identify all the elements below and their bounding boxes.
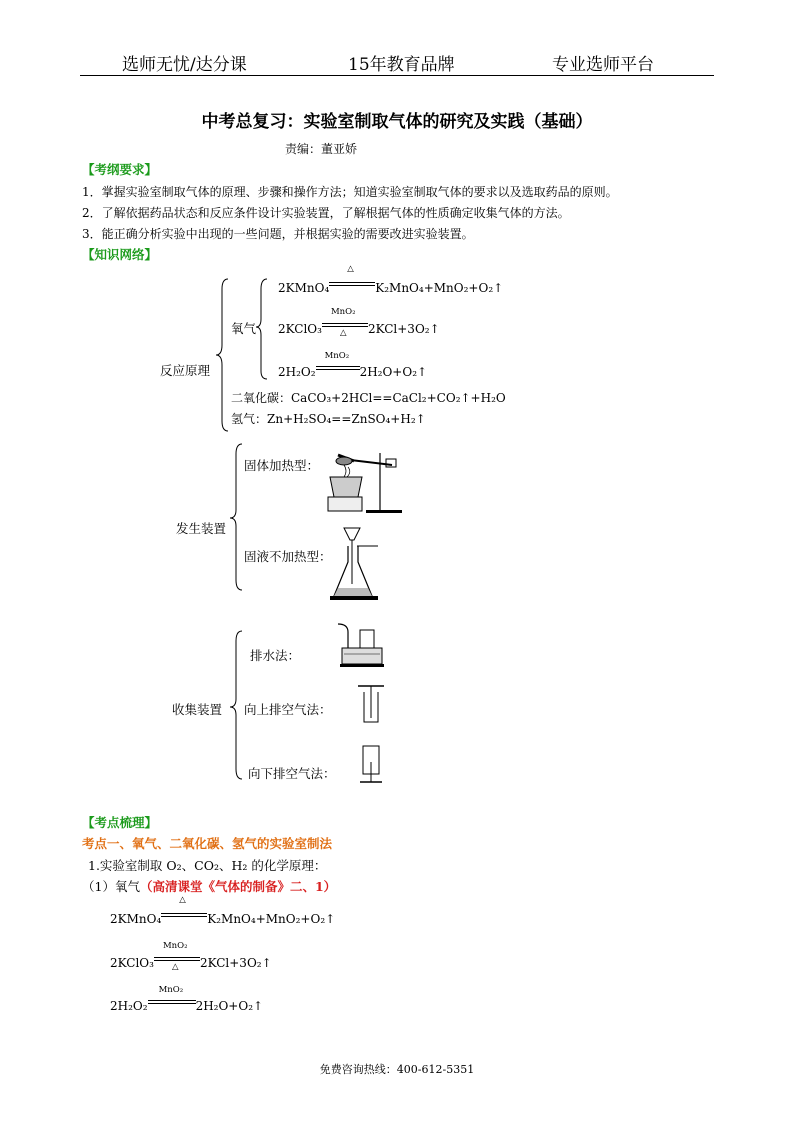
reaction-condition-heat: △ (339, 328, 347, 338)
h2-equation: 氢气：Zn+H₂SO₄==ZnSO₄+H₂↑ (231, 412, 426, 426)
eq-right: 2KCl+3O₂↑ (367, 322, 440, 336)
equation-kclo3 (110, 941, 272, 972)
point1-heading: 考点一、氧气、二氧化碳、氢气的实验室制法 (82, 836, 333, 851)
equation-h2o2 (110, 985, 264, 1013)
header-divider (80, 75, 714, 76)
equation-h2o2 (278, 351, 428, 379)
requirement-item: 2．了解依据药品状态和反应条件设计实验装置，了解根据气体的性质确定收集气体的方法。 (82, 206, 570, 220)
page-title: 中考总复习：实验室制取气体的研究及实践（基础） (201, 112, 593, 132)
header-brand-left: 选师无忧/达分课 (122, 55, 247, 75)
water-displacement-apparatus-icon (334, 622, 386, 670)
header-brand-right: 专业选师平台 (552, 55, 654, 75)
upward-air-apparatus-icon (356, 682, 386, 726)
solid-liquid-label: 固液不加热型： (244, 549, 332, 564)
water-method-label: 排水法： (250, 648, 301, 663)
conical-flask-apparatus-icon (330, 524, 382, 606)
equation-kmno4 (110, 895, 336, 926)
oxygen-brace (255, 275, 275, 385)
header-brand-center: 15年教育品牌 (348, 55, 455, 75)
eq-left: 2KClO₃ (110, 956, 154, 970)
eq-right: 2H₂O+O₂↑ (359, 365, 428, 379)
oxygen-label: 氧气 (231, 321, 257, 336)
reaction-condition-heat: △ (171, 962, 179, 972)
eq-left: 2KMnO₄ (278, 281, 330, 295)
solid-heating-label: 固体加热型： (244, 458, 320, 473)
network-heading: 【知识网络】 (82, 247, 158, 262)
requirement-item: 3．能正确分析实验中出现的一些问题，并根据实验的需要改进实验装置。 (82, 227, 474, 241)
eq-left: 2H₂O₂ (110, 999, 148, 1013)
equation-kclo3 (278, 307, 440, 338)
reaction-condition-heat: △ (179, 895, 186, 905)
oxygen-prefix: （1）氧气 (82, 879, 140, 894)
eq-right: K₂MnO₄+MnO₂+O₂↑ (207, 912, 336, 926)
eq-right: 2KCl+3O₂↑ (199, 956, 272, 970)
downward-air-label: 向下排空气法： (248, 766, 336, 781)
solid-heating-apparatus-icon (322, 447, 408, 515)
reaction-condition-catalyst: MnO₂ (158, 985, 184, 995)
downward-air-apparatus-icon (356, 742, 386, 786)
collector-label: 收集装置 (172, 702, 223, 717)
reaction-condition-catalyst: MnO₂ (330, 307, 356, 317)
eq-left: 2H₂O₂ (278, 365, 316, 379)
reaction-condition-heat: △ (347, 264, 354, 274)
eq-left: 2KClO₃ (278, 322, 322, 336)
subheading-principles: 1.实验室制取 O₂、CO₂、H₂ 的化学原理： (88, 858, 327, 873)
reaction-principle-label: 反应原理 (160, 363, 211, 378)
upward-air-label: 向上排空气法： (244, 702, 332, 717)
eq-right: K₂MnO₄+MnO₂+O₂↑ (375, 281, 504, 295)
subheading-oxygen (82, 877, 336, 895)
equation-kmno4 (278, 264, 504, 295)
reaction-condition-catalyst: MnO₂ (162, 941, 188, 951)
footer-hotline: 免费咨询热线：400-612-5351 (319, 1063, 475, 1076)
reaction-condition-catalyst: MnO₂ (324, 351, 350, 361)
editor-credit: 责编：董亚娇 (285, 142, 358, 156)
generator-label: 发生装置 (176, 521, 227, 536)
key-points-heading: 【考点梳理】 (82, 815, 158, 830)
eq-right: 2H₂O+O₂↑ (195, 999, 264, 1013)
co2-equation: 二氧化碳：CaCO₃+2HCl==CaCl₂+CO₂↑+H₂O (231, 391, 506, 405)
requirements-heading: 【考纲要求】 (82, 162, 158, 177)
requirement-item: 1．掌握实验室制取气体的原理、步骤和操作方法；知道实验室制取气体的要求以及选取药品的原则。 (82, 185, 618, 199)
lecture-reference: （高清课堂《气体的制备》二、1） (139, 879, 337, 894)
eq-left: 2KMnO₄ (110, 912, 162, 926)
